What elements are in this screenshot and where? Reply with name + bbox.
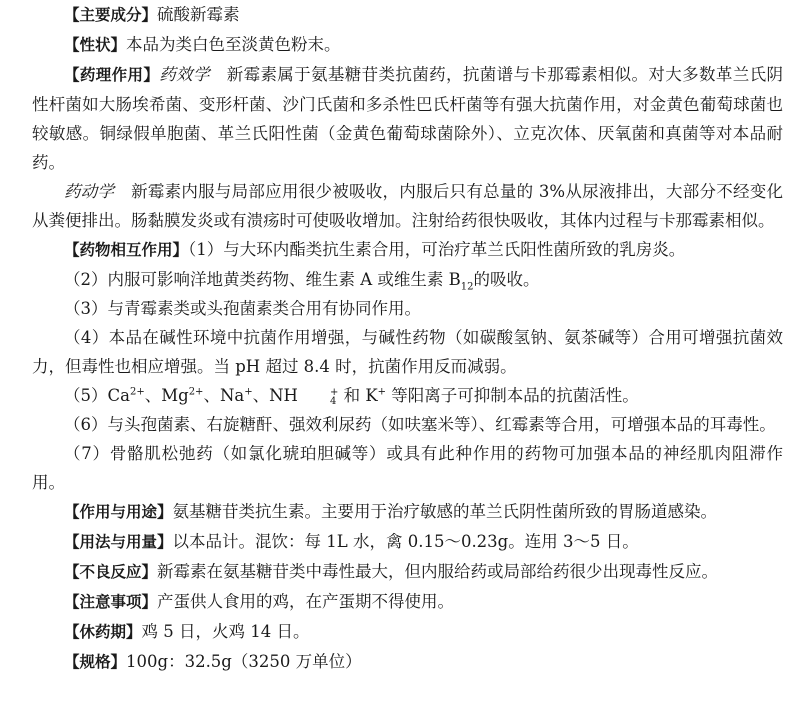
main-ingredient-text: 硫酸新霉素 — [157, 5, 240, 24]
separator: 和 — [338, 386, 366, 405]
separator: 、 — [203, 386, 220, 405]
interaction-6 — [32, 410, 783, 439]
ammonium-ion: NH — [269, 386, 298, 405]
interaction-2-text: （2）内服可影响洋地黄类药物、维生素 A 或维生素 B — [64, 270, 461, 289]
appearance-text: 本品为类白色至淡黄色粉末。 — [126, 35, 341, 54]
sodium-charge: + — [244, 386, 253, 398]
interaction-3 — [32, 294, 783, 323]
vitamin-b12-subscript: 12 — [460, 281, 474, 293]
interaction-4 — [32, 323, 783, 381]
potassium-charge: + — [377, 386, 387, 398]
specification-label: 【规格】 — [64, 653, 127, 671]
separator: 、 — [252, 386, 270, 405]
dosage-label: 【用法与用量】 — [64, 533, 173, 551]
pharmacodynamics-text: 新霉素属于氨基糖苷类抗菌药，抗菌谱与卡那霉素相似。对大多数革兰氏阴性杆菌如大肠埃希菌、变形杆菌、沙门氏菌和多杀性巴氏杆菌等有强大抗菌作用，对金黄色葡萄球菌也较敏感。铜绿假单胞菌、革兰氏阳性菌（金黄色葡萄球菌除外）、立克次体、厌氧菌和真菌等对本品耐药。 — [32, 65, 784, 172]
main-ingredient-label: 【主要成分】 — [64, 6, 158, 24]
calcium-charge: 2+ — [129, 386, 145, 398]
interaction-2-tail: 的吸收。 — [473, 270, 540, 289]
magnesium-charge: 2+ — [188, 386, 204, 398]
calcium-ion: Ca — [107, 386, 130, 405]
withdrawal-label: 【休药期】 — [64, 623, 142, 641]
withdrawal-text: 鸡 5 日，火鸡 14 日。 — [141, 622, 310, 641]
interaction-7 — [32, 439, 783, 497]
interaction-2 — [32, 265, 783, 294]
pharmacokinetics-text: 新霉素内服与局部应用很少被吸收，内服后只有总量的 3%从尿液排出，大部分不经变化从粪便排出。肠黏膜发炎或有溃疡时可使吸收增加。注射给药很快吸收，其体内过程与卡那霉素相似。 — [32, 182, 784, 230]
dosage — [32, 527, 783, 557]
precautions — [32, 587, 783, 617]
specification-text: 100g：32.5g（3250 万单位） — [126, 652, 362, 671]
main-ingredient — [32, 0, 783, 30]
interaction-5-text: 等阳离子可抑制本品的抗菌活性。 — [386, 386, 639, 405]
interaction-5-prefix: （5） — [64, 386, 108, 405]
interaction-1 — [32, 235, 783, 265]
appearance — [32, 30, 783, 60]
interaction-1-text: （1）与大环内酯类抗生素合用，可治疗革兰氏阳性菌所致的乳房炎。 — [188, 240, 686, 259]
pharmacokinetics — [32, 177, 783, 235]
potassium-ion: K — [365, 386, 378, 405]
dosage-text: 以本品计。混饮：每 1L 水，禽 0.15～0.23g。连用 3～5 日。 — [172, 532, 639, 551]
pharmacokinetics-title: 药动学 — [64, 182, 115, 201]
indications-text: 氨基糖苷类抗生素。主要用于治疗敏感的革兰氏阴性菌所致的胃肠道感染。 — [172, 502, 718, 521]
adverse-reactions — [32, 557, 783, 587]
sodium-ion: Na — [219, 386, 245, 405]
specification — [32, 647, 783, 677]
interaction-6-text: （6）与头孢菌素、右旋糖酐、强效利尿药（如呋塞米等）、红霉素等合用，可增强本品的耳毒性。 — [64, 415, 776, 434]
interaction-7-text: （7）骨骼肌松弛药（如氯化琥珀胆碱等）或具有此种作用的药物可加强本品的神经肌肉阻滞作用。 — [32, 444, 783, 492]
ammonium-charge: + — [329, 386, 339, 398]
withdrawal-period — [32, 617, 783, 647]
indications — [32, 497, 783, 527]
precautions-label: 【注意事项】 — [64, 593, 158, 611]
interaction-3-text: （3）与青霉素类或头孢菌素类合用有协同作用。 — [64, 299, 421, 318]
interaction-4-text: （4）本品在碱性环境中抗菌作用增强，与碱性药物（如碳酸氢钠、氨茶碱等）合用可增强抗菌效力，但毒性也相应增强。当 pH 超过 8.4 时，抗菌作用反而减弱。 — [32, 328, 783, 376]
indications-label: 【作用与用途】 — [64, 503, 173, 521]
magnesium-ion: Mg — [161, 386, 189, 405]
ammonium-subscript: 4 — [329, 395, 337, 407]
precautions-text: 产蛋供人食用的鸡，在产蛋期不得使用。 — [157, 592, 455, 611]
pharmacodynamics-title: 药效学 — [159, 65, 210, 84]
interaction-5 — [32, 381, 783, 410]
separator: 、 — [144, 386, 162, 405]
appearance-label: 【性状】 — [64, 36, 127, 54]
interactions-label: 【药物相互作用】 — [64, 241, 189, 259]
pharmacodynamics — [32, 60, 783, 177]
adverse-text: 新霉素在氨基糖苷类中毒性最大，但内服给药或局部给药很少出现毒性反应。 — [157, 562, 719, 581]
adverse-label: 【不良反应】 — [64, 563, 158, 581]
pharmacology-label: 【药理作用】 — [64, 66, 160, 84]
